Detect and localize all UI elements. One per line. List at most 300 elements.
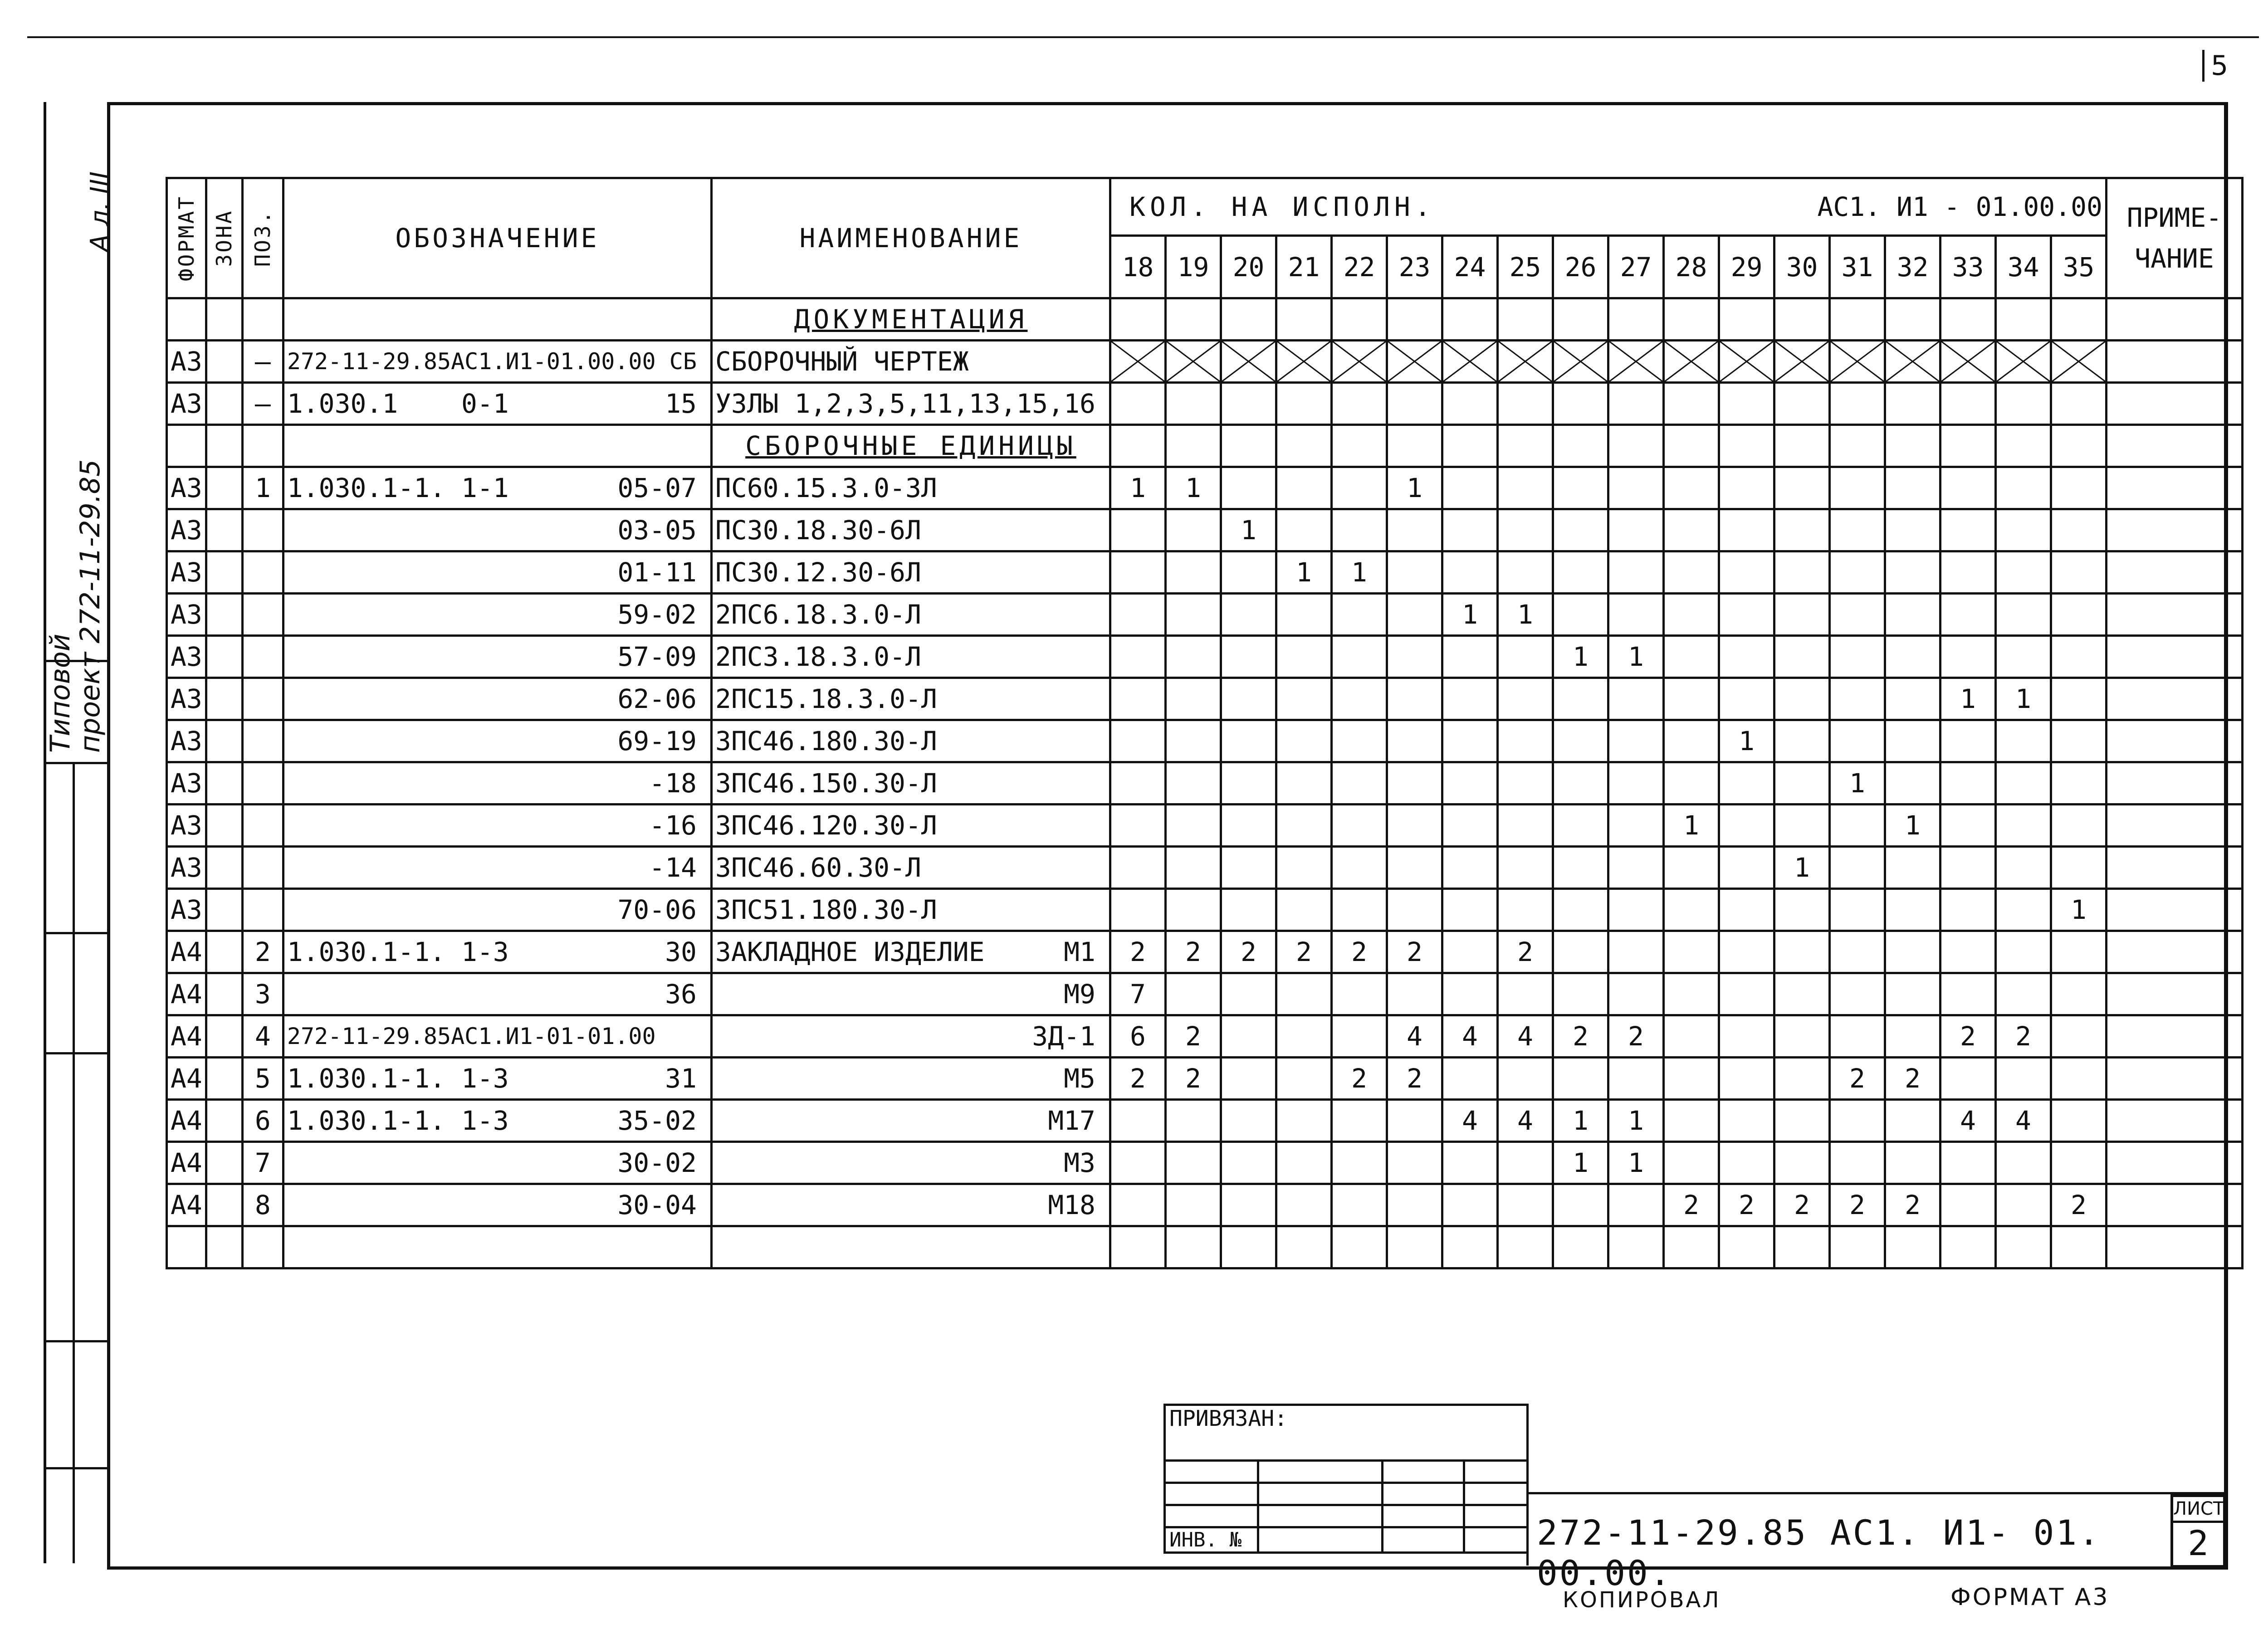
pos-cell: 2 <box>242 931 283 973</box>
qty-cell <box>1387 509 1442 551</box>
item-name: 2ПС3.18.3.0-Л <box>715 641 921 672</box>
qty-cell <box>1331 594 1387 636</box>
qty-cell <box>1995 551 2051 594</box>
qty-cell: 1 <box>1608 636 1663 678</box>
qty-cell <box>1442 509 1497 551</box>
format-cell: А3 <box>167 636 206 678</box>
qty-cell <box>1221 636 1276 678</box>
qty-cell <box>1221 1184 1276 1226</box>
qty-cell <box>1553 720 1608 762</box>
specification-table <box>166 177 2244 1269</box>
qty-cell <box>1387 1142 1442 1184</box>
qty-cell: 1 <box>1442 594 1497 636</box>
qty-cell <box>1885 467 1940 509</box>
qty-cell <box>1442 973 1497 1015</box>
qty-cell <box>1165 847 1221 889</box>
qty-cell <box>1829 551 1885 594</box>
qty-cell <box>1387 805 1442 847</box>
designation-suffix: 62-06 <box>617 683 697 714</box>
qty-cell: 4 <box>1995 1100 2051 1142</box>
qty-cell <box>2051 847 2106 889</box>
qty-cell <box>1885 636 1940 678</box>
qty-cell <box>1276 594 1331 636</box>
qty-cell <box>2051 467 2106 509</box>
designation-cell <box>283 889 711 931</box>
qty-cell <box>1442 1184 1497 1226</box>
variant-header-22: 22 <box>1331 236 1387 298</box>
qty-cell <box>1387 551 1442 594</box>
designation-suffix: 36 <box>665 979 697 1010</box>
qty-cell: 2 <box>1165 1058 1221 1100</box>
crossed-qty-cell <box>1331 341 1387 383</box>
item-name: 2ПС6.18.3.0-Л <box>715 599 921 630</box>
format-cell: А4 <box>167 1015 206 1058</box>
sheet-label: ЛИСТ <box>2173 1497 2223 1523</box>
qty-header <box>1110 178 2106 236</box>
qty-cell <box>1663 1058 1719 1100</box>
name-header: НАИМЕНОВАНИЕ <box>711 178 1110 298</box>
qty-cell: 2 <box>1885 1184 1940 1226</box>
name-cell <box>711 1058 1110 1100</box>
variant-header-30: 30 <box>1774 236 1829 298</box>
qty-cell <box>1663 720 1719 762</box>
qty-cell: 2 <box>1331 1058 1387 1100</box>
qty-cell <box>1885 889 1940 931</box>
qty-cell <box>1719 762 1774 805</box>
bound-label: ПРИВЯЗАН: <box>1165 1405 1528 1461</box>
qty-cell <box>1608 1058 1663 1100</box>
pos-cell: 5 <box>242 1058 283 1100</box>
qty-cell <box>1829 847 1885 889</box>
qty-title: КОЛ. НА ИСПОЛН. <box>1129 191 1435 223</box>
qty-cell <box>1774 636 1829 678</box>
designation-code: 1.030.1-1. 1-3 <box>287 1063 509 1094</box>
qty-cell: 2 <box>1165 1015 1221 1058</box>
qty-cell <box>1663 551 1719 594</box>
qty-cell <box>1553 678 1608 720</box>
name-cell <box>711 847 1110 889</box>
designation-code: 1.030.1-1. 1-1 <box>287 473 509 503</box>
qty-cell: 1 <box>2051 889 2106 931</box>
designation-suffix: 59-02 <box>617 599 697 630</box>
item-mark <box>1095 683 1106 714</box>
qty-cell <box>1331 636 1387 678</box>
qty-cell <box>1110 1100 1165 1142</box>
qty-cell: 2 <box>1829 1184 1885 1226</box>
qty-cell <box>1719 805 1774 847</box>
qty-cell <box>1442 720 1497 762</box>
qty-cell <box>1497 678 1553 720</box>
qty-cell <box>1276 762 1331 805</box>
qty-cell <box>1387 847 1442 889</box>
qty-cell <box>1442 1142 1497 1184</box>
format-cell: А4 <box>167 1184 206 1226</box>
zone-cell <box>206 762 242 805</box>
item-mark: М18 <box>1048 1190 1095 1220</box>
designation-cell <box>283 931 711 973</box>
variant-header-20: 20 <box>1221 236 1276 298</box>
pos-cell <box>242 509 283 551</box>
designation-code: 272-11-29.85АС1.И1-01-01.00 <box>287 1023 656 1049</box>
qty-cell <box>1995 1184 2051 1226</box>
name-cell <box>711 383 1110 425</box>
qty-cell: 1 <box>1995 678 2051 720</box>
qty-cell <box>1276 1015 1331 1058</box>
pos-cell: 3 <box>242 973 283 1015</box>
qty-cell <box>1774 1015 1829 1058</box>
qty-cell <box>1663 931 1719 973</box>
qty-cell <box>1829 467 1885 509</box>
variant-header-33: 33 <box>1940 236 1995 298</box>
qty-cell <box>1885 720 1940 762</box>
qty-cell <box>1331 1015 1387 1058</box>
qty-cell <box>1608 805 1663 847</box>
qty-cell <box>1221 467 1276 509</box>
qty-cell <box>1387 1100 1442 1142</box>
designation-cell <box>283 509 711 551</box>
qty-cell: 4 <box>1387 1015 1442 1058</box>
variant-header-35: 35 <box>2051 236 2106 298</box>
item-mark: М1 <box>1064 937 1095 967</box>
note-cell <box>2106 805 2242 847</box>
crossed-qty-cell <box>1110 341 1165 383</box>
format-cell: А4 <box>167 1058 206 1100</box>
item-mark <box>1095 641 1106 672</box>
note-cell <box>2106 1100 2242 1142</box>
qty-cell: 2 <box>1387 931 1442 973</box>
item-mark: М9 <box>1064 979 1095 1010</box>
item-name: 2ПС15.18.3.0-Л <box>715 683 937 714</box>
qty-cell <box>1774 720 1829 762</box>
designation-cell <box>283 762 711 805</box>
crossed-qty-cell <box>1165 341 1221 383</box>
format-cell: А3 <box>167 509 206 551</box>
zone-header: ЗОНА <box>206 178 242 298</box>
note-header: ПРИМЕ- ЧАНИЕ <box>2106 178 2242 298</box>
qty-cell <box>1497 1142 1553 1184</box>
zone-cell <box>206 1058 242 1100</box>
unit-row <box>167 1100 2243 1142</box>
qty-cell <box>1165 1142 1221 1184</box>
qty-cell <box>1774 889 1829 931</box>
qty-cell <box>2051 1015 2106 1058</box>
designation-suffix: -14 <box>649 852 697 883</box>
qty-cell: 1 <box>1553 636 1608 678</box>
qty-cell: 2 <box>1995 1015 2051 1058</box>
qty-cell: 2 <box>1331 931 1387 973</box>
qty-cell <box>2051 636 2106 678</box>
qty-cell: 1 <box>1110 467 1165 509</box>
empty-cell <box>283 298 711 341</box>
qty-cell <box>1608 720 1663 762</box>
format-cell: А3 <box>167 467 206 509</box>
qty-cell: 1 <box>1331 551 1387 594</box>
format-cell: А3 <box>167 847 206 889</box>
format-cell: А3 <box>167 341 206 383</box>
qty-cell <box>1442 1058 1497 1100</box>
qty-cell: 1 <box>1940 678 1995 720</box>
crossed-qty-cell <box>1885 341 1940 383</box>
name-cell <box>711 973 1110 1015</box>
bound-stamp <box>1163 1404 1529 1554</box>
qty-cell: 1 <box>1165 467 1221 509</box>
qty-cell <box>1608 594 1663 636</box>
qty-cell: 2 <box>1497 931 1553 973</box>
qty-cell <box>1276 467 1331 509</box>
qty-cell <box>1497 720 1553 762</box>
item-mark <box>1095 388 1106 419</box>
qty-cell <box>1608 509 1663 551</box>
qty-cell <box>1110 1142 1165 1184</box>
qty-cell <box>1553 1058 1608 1100</box>
qty-cell <box>1110 805 1165 847</box>
qty-code: АС1. И1 - 01.00.00 <box>1817 191 2102 223</box>
qty-cell <box>1331 509 1387 551</box>
qty-cell <box>1553 931 1608 973</box>
qty-cell: 1 <box>1663 805 1719 847</box>
note-cell <box>2106 931 2242 973</box>
qty-cell <box>1829 720 1885 762</box>
note-cell <box>2106 594 2242 636</box>
qty-cell <box>1276 1058 1331 1100</box>
qty-cell <box>1221 973 1276 1015</box>
qty-cell <box>1995 889 2051 931</box>
zone-cell <box>206 1184 242 1226</box>
qty-cell <box>1442 805 1497 847</box>
qty-cell <box>1221 1058 1276 1100</box>
format-cell: А3 <box>167 594 206 636</box>
note-cell <box>2106 847 2242 889</box>
qty-cell: 1 <box>1719 720 1774 762</box>
variant-header-31: 31 <box>1829 236 1885 298</box>
qty-cell: 1 <box>1829 762 1885 805</box>
qty-cell <box>1719 551 1774 594</box>
qty-cell <box>1497 467 1553 509</box>
qty-cell <box>1497 1184 1553 1226</box>
qty-cell <box>1165 1184 1221 1226</box>
qty-cell <box>1829 1142 1885 1184</box>
qty-cell <box>1995 1058 2051 1100</box>
qty-cell <box>1553 467 1608 509</box>
qty-cell: 1 <box>1608 1142 1663 1184</box>
unit-row <box>167 931 2243 973</box>
zone-cell <box>206 1100 242 1142</box>
qty-cell <box>1608 847 1663 889</box>
designation-cell <box>283 636 711 678</box>
qty-cell <box>1940 805 1995 847</box>
crossed-qty-cell <box>1221 341 1276 383</box>
item-mark <box>1095 726 1106 756</box>
name-cell <box>711 762 1110 805</box>
section-title: ДОКУМЕНТАЦИЯ <box>711 298 1110 341</box>
empty-cell <box>283 425 711 467</box>
qty-cell <box>1165 973 1221 1015</box>
item-mark: М17 <box>1048 1105 1095 1136</box>
unit-row <box>167 805 2243 847</box>
format-cell: А3 <box>167 678 206 720</box>
qty-cell <box>1165 594 1221 636</box>
crossed-qty-cell <box>1829 341 1885 383</box>
empty-cell <box>167 1226 206 1268</box>
designation-cell <box>283 973 711 1015</box>
qty-cell <box>1553 1184 1608 1226</box>
qty-cell <box>1885 847 1940 889</box>
item-name: УЗЛЫ 1,2,3,5,11,13,15,16 <box>715 388 1095 419</box>
designation-code: 1.030.1-1. 1-3 <box>287 937 509 967</box>
zone-cell <box>206 889 242 931</box>
qty-cell <box>1885 1142 1940 1184</box>
qty-cell <box>1940 509 1995 551</box>
qty-cell <box>1276 678 1331 720</box>
qty-cell <box>1663 636 1719 678</box>
note-cell <box>2106 973 2242 1015</box>
zone-cell <box>206 509 242 551</box>
item-mark <box>1095 768 1106 799</box>
crossed-qty-cell <box>1442 341 1497 383</box>
qty-cell <box>1608 889 1663 931</box>
qty-cell <box>1331 973 1387 1015</box>
qty-cell <box>1442 467 1497 509</box>
designation-suffix <box>697 1023 708 1049</box>
qty-cell <box>1276 1184 1331 1226</box>
qty-cell <box>1774 509 1829 551</box>
zone-cell <box>206 636 242 678</box>
crossed-qty-cell <box>1663 341 1719 383</box>
variant-header-27: 27 <box>1608 236 1663 298</box>
variant-header-18: 18 <box>1110 236 1165 298</box>
empty-cell <box>242 1226 283 1268</box>
empty-cell <box>206 298 242 341</box>
designation-suffix: 35-02 <box>617 1105 697 1136</box>
pos-cell: 1 <box>242 467 283 509</box>
qty-cell <box>1719 889 1774 931</box>
top-edge-line <box>27 36 2259 38</box>
qty-cell <box>1829 509 1885 551</box>
qty-cell: 1 <box>1221 509 1276 551</box>
qty-cell <box>1331 847 1387 889</box>
crossed-qty-cell <box>1719 341 1774 383</box>
designation-suffix: 31 <box>665 1063 697 1094</box>
project-line1: Типовой <box>44 634 76 753</box>
section-title: СБОРОЧНЫЕ ЕДИНИЦЫ <box>711 425 1110 467</box>
qty-cell <box>1940 1058 1995 1100</box>
crossed-qty-cell <box>2051 341 2106 383</box>
name-cell <box>711 636 1110 678</box>
item-mark: ЗД-1 <box>1032 1021 1095 1052</box>
name-cell <box>711 931 1110 973</box>
designation-suffix: 69-19 <box>617 726 697 756</box>
variant-header-29: 29 <box>1719 236 1774 298</box>
item-mark <box>1095 852 1106 883</box>
note-cell <box>2106 1142 2242 1184</box>
designation-cell <box>283 467 711 509</box>
designation-cell <box>283 720 711 762</box>
qty-cell <box>1885 594 1940 636</box>
left-binding-strip <box>44 102 115 1563</box>
qty-cell <box>1885 973 1940 1015</box>
qty-cell: 2 <box>1663 1184 1719 1226</box>
qty-cell <box>1110 551 1165 594</box>
note-cell <box>2106 298 2242 341</box>
qty-cell <box>1995 1142 2051 1184</box>
qty-cell <box>2051 551 2106 594</box>
qty-cell: 6 <box>1110 1015 1165 1058</box>
zone-cell <box>206 383 242 425</box>
qty-cell <box>1553 805 1608 847</box>
qty-cell <box>1387 762 1442 805</box>
note-cell <box>2106 889 2242 931</box>
note-cell <box>2106 1184 2242 1226</box>
unit-row <box>167 678 2243 720</box>
qty-cell <box>1165 805 1221 847</box>
qty-cell <box>1774 1058 1829 1100</box>
qty-cell <box>1663 1100 1719 1142</box>
pos-cell: 4 <box>242 1015 283 1058</box>
qty-cell <box>1442 889 1497 931</box>
qty-cell: 4 <box>1442 1100 1497 1142</box>
document-code: 272-11-29.85 АС1. И1- 01. 00.00. <box>1537 1512 2101 1593</box>
zone-cell <box>206 973 242 1015</box>
qty-cell <box>1995 720 2051 762</box>
qty-cell: 2 <box>1387 1058 1442 1100</box>
qty-cell <box>1276 636 1331 678</box>
qty-cell <box>1110 762 1165 805</box>
qty-cell <box>1829 594 1885 636</box>
qty-cell <box>1940 551 1995 594</box>
qty-cell: 2 <box>1276 931 1331 973</box>
qty-cell <box>1387 636 1442 678</box>
qty-cell <box>1940 467 1995 509</box>
designation-code: 1.030.1 0-1 <box>287 388 509 419</box>
qty-cell: 2 <box>1829 1058 1885 1100</box>
qty-cell <box>1442 551 1497 594</box>
unit-row <box>167 1015 2243 1058</box>
qty-cell <box>1719 678 1774 720</box>
qty-cell <box>1829 1015 1885 1058</box>
crossed-qty-cell <box>1940 341 1995 383</box>
item-mark <box>1095 599 1106 630</box>
variant-header-34: 34 <box>1995 236 2051 298</box>
empty-cell <box>167 425 206 467</box>
qty-cell <box>1829 889 1885 931</box>
page-corner-number: 5 <box>2202 50 2228 82</box>
qty-cell <box>1497 551 1553 594</box>
name-cell <box>711 1015 1110 1058</box>
qty-cell: 2 <box>1110 931 1165 973</box>
pos-cell: – <box>242 383 283 425</box>
qty-cell <box>1553 551 1608 594</box>
item-mark: М3 <box>1064 1147 1095 1178</box>
qty-cell <box>1110 636 1165 678</box>
note-cell <box>2106 1015 2242 1058</box>
qty-cell <box>1497 636 1553 678</box>
qty-cell <box>1940 931 1995 973</box>
note-cell <box>2106 678 2242 720</box>
qty-cell <box>1663 889 1719 931</box>
qty-cell <box>1885 762 1940 805</box>
pos-cell <box>242 847 283 889</box>
crossed-qty-cell <box>1387 341 1442 383</box>
doc-row <box>167 341 2243 383</box>
qty-cell <box>1719 973 1774 1015</box>
unit-row <box>167 973 2243 1015</box>
qty-cell <box>1940 1184 1995 1226</box>
qty-cell: 1 <box>1553 1142 1608 1184</box>
qty-cell <box>1165 762 1221 805</box>
empty-cell <box>283 1226 711 1268</box>
qty-cell <box>2051 1142 2106 1184</box>
qty-cell <box>1442 636 1497 678</box>
